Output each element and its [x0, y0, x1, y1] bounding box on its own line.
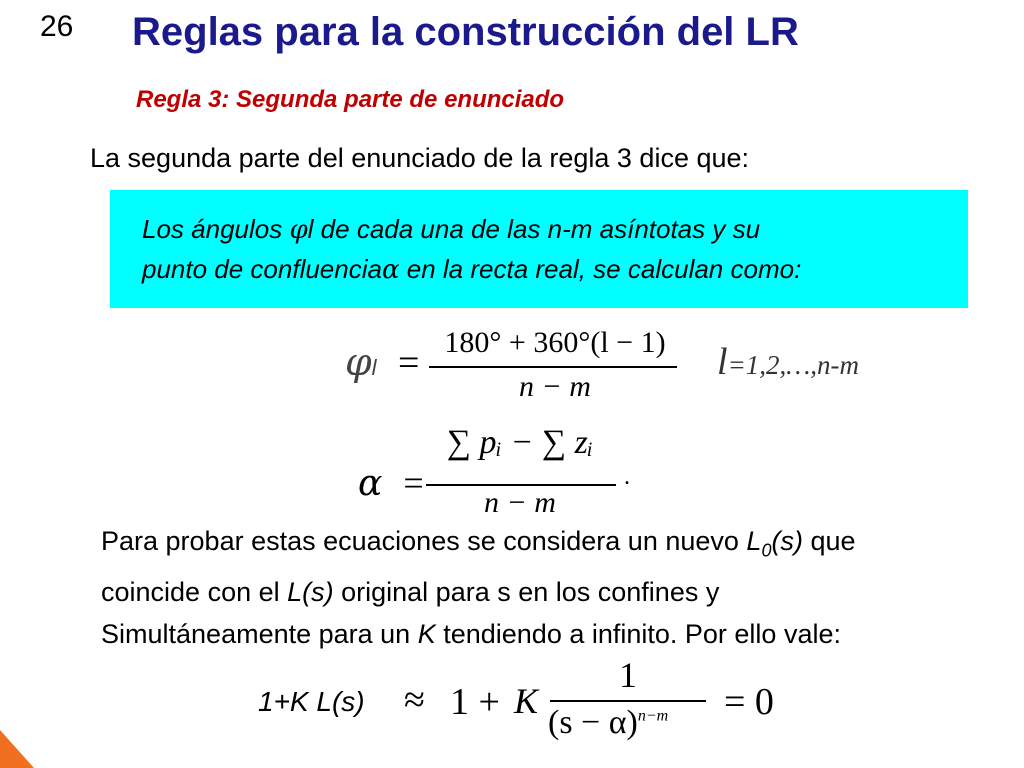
- rule-subtitle: Regla 3: Segunda parte de enunciado: [136, 86, 565, 113]
- l0-subscript: 0: [761, 540, 772, 561]
- final-fraction-bar: [550, 700, 706, 702]
- final-rhs: = 0: [724, 681, 774, 723]
- paragraph-line-3: [101, 613, 1001, 655]
- final-denominator-base: (s − α): [548, 704, 638, 741]
- final-equation: [258, 655, 818, 760]
- alpha-symbol: α: [381, 255, 400, 285]
- final-numerator: 1: [619, 655, 637, 695]
- final-k: K: [514, 681, 539, 721]
- corner-decoration: [0, 730, 34, 768]
- l0-symbol: L: [746, 526, 762, 556]
- alpha-numerator: ∑ pᵢ − ∑ zᵢ: [446, 424, 594, 461]
- phi-lhs-symbol: φ: [345, 340, 372, 384]
- alpha-lhs: [358, 462, 424, 504]
- one-plus: 1 +: [450, 681, 500, 723]
- alpha-lhs-symbol: α: [358, 463, 383, 504]
- final-denominator-exponent: n−m: [637, 707, 669, 725]
- paragraph-text-1b: que: [802, 526, 856, 556]
- callout-text-b: de cada una de las n-m asíntotas y su: [313, 214, 761, 244]
- final-lhs: 1+K L(s): [258, 686, 365, 717]
- paragraph-line-2: [101, 571, 1001, 613]
- callout-text-c: punto de confluencia: [142, 254, 382, 284]
- callout-text: [142, 210, 801, 290]
- approx-symbol: ≈: [404, 679, 425, 721]
- l-range: [717, 340, 859, 384]
- paragraph-text-1a: Para probar estas ecuaciones se considera un nuevo: [101, 526, 747, 556]
- alpha-period: .: [624, 464, 630, 490]
- phi-subscript: l: [307, 214, 314, 244]
- phi-denominator: n − m: [519, 370, 591, 403]
- k-symbol: K: [417, 619, 436, 650]
- phi-equation: [345, 326, 915, 406]
- callout-line-2: [142, 250, 801, 290]
- paragraph-text-2b: original para s en los confines y: [333, 577, 720, 608]
- alpha-equals: =: [403, 463, 424, 503]
- l0-argument: (s): [771, 526, 803, 556]
- final-denominator: [548, 704, 668, 742]
- slide-number: 26: [40, 10, 74, 43]
- alpha-denominator: n − m: [484, 486, 556, 519]
- rule-callout-box: [110, 190, 968, 308]
- explanation-paragraph: [101, 520, 1001, 655]
- callout-line-1: [142, 210, 801, 250]
- paragraph-line-1: [101, 520, 1001, 571]
- phi-fraction-bar: [429, 366, 677, 368]
- phi-lhs: [345, 340, 419, 385]
- paragraph-text-3a: Simultáneamente para un: [101, 619, 418, 650]
- phi-equals: =: [398, 342, 420, 384]
- intro-text: La segunda parte del enunciado de la regla 3 dice que:: [90, 143, 750, 173]
- phi-lhs-subscript: l: [371, 355, 377, 380]
- slide-title: Reglas para la construcción del LR: [132, 10, 799, 54]
- phi-symbol: φ: [289, 215, 308, 245]
- l-range-symbol: l: [717, 341, 728, 383]
- alpha-equation: [350, 420, 670, 520]
- callout-text-d: en la recta real, se calculan como:: [399, 254, 802, 284]
- l-range-values: =1,2,…,n-m: [727, 350, 860, 380]
- callout-text-a: Los ángulos: [142, 214, 290, 244]
- paragraph-text-2a: coincide con el: [101, 577, 288, 608]
- ls-symbol: L(s): [287, 577, 334, 608]
- phi-numerator: 180° + 360°(l − 1): [444, 326, 666, 359]
- paragraph-text-3b: tendiendo a infinito. Por ello vale:: [435, 619, 841, 650]
